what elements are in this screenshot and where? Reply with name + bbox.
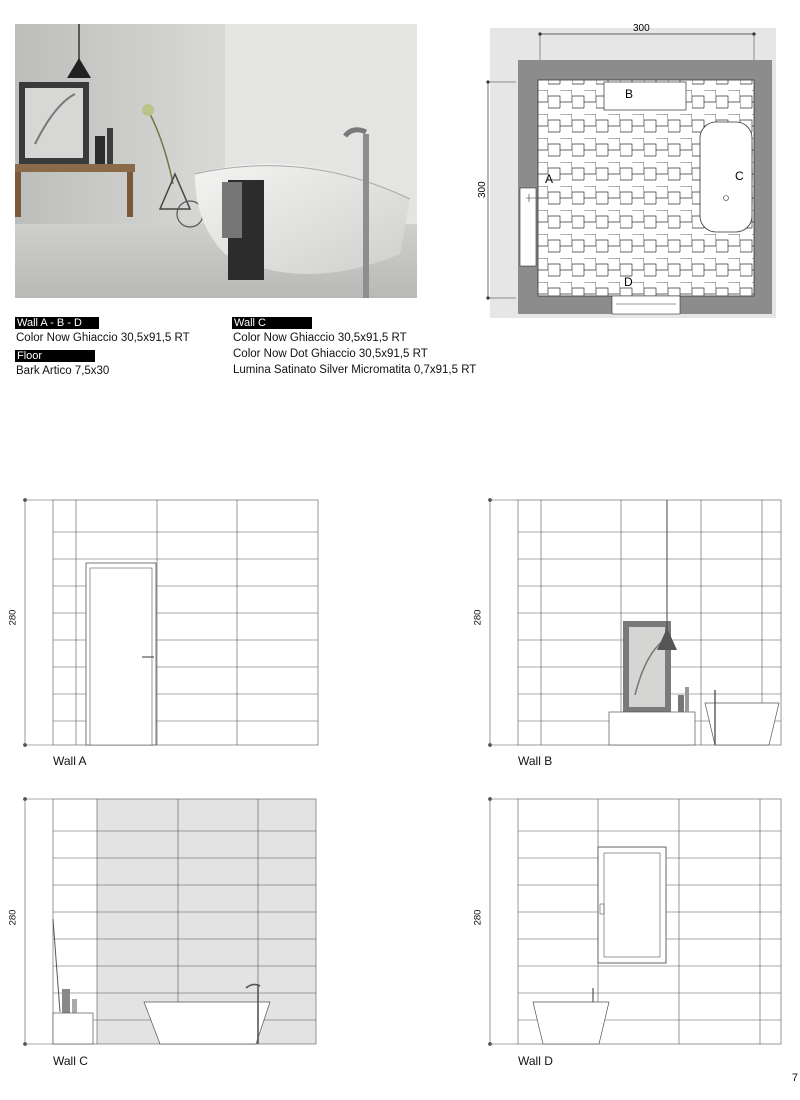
wall-a-elevation <box>20 495 320 750</box>
spec-wall-c-tile-3: Lumina Satinato Silver Micromatita 0,7x91,5 RT <box>233 364 477 376</box>
wall-a-height: 280 <box>7 609 19 626</box>
wall-a-label: Wall A <box>53 754 87 768</box>
plan-label-d: D <box>624 275 633 289</box>
spec-walls-abd-tile: Color Now Ghiaccio 30,5x91,5 RT <box>16 332 190 344</box>
floor-plan-drawing <box>476 18 776 318</box>
wall-b-elevation <box>485 495 785 750</box>
wall-d-label: Wall D <box>518 1054 553 1068</box>
spec-head-wall-c: Wall C <box>232 317 312 329</box>
plan-label-a: A <box>545 172 554 186</box>
spec-floor-tile: Bark Artico 7,5x30 <box>16 365 110 377</box>
bathroom-photo <box>15 24 417 298</box>
wall-b-label: Wall B <box>518 754 553 768</box>
wall-c-height: 280 <box>7 909 19 926</box>
wall-b-height: 280 <box>472 609 484 626</box>
plan-label-b: B <box>625 87 634 101</box>
plan-dim-depth: 300 <box>477 181 488 198</box>
bathroom-photo-icon <box>15 24 417 298</box>
spec-wall-c-tile-1: Color Now Ghiaccio 30,5x91,5 RT <box>233 332 407 344</box>
plan-dim-width: 300 <box>633 23 650 34</box>
wall-d-elevation <box>485 794 785 1049</box>
wall-c-label: Wall C <box>53 1054 88 1068</box>
page-number: 7 <box>791 1072 798 1084</box>
spec-head-walls-abd: Wall A - B - D <box>15 317 99 329</box>
wall-c-elevation <box>20 794 320 1049</box>
spec-wall-c-tile-2: Color Now Dot Ghiaccio 30,5x91,5 RT <box>233 348 428 360</box>
spec-head-floor: Floor <box>15 350 95 362</box>
plan-label-c: C <box>735 169 744 183</box>
wall-d-height: 280 <box>472 909 484 926</box>
floor-plan <box>476 18 776 318</box>
